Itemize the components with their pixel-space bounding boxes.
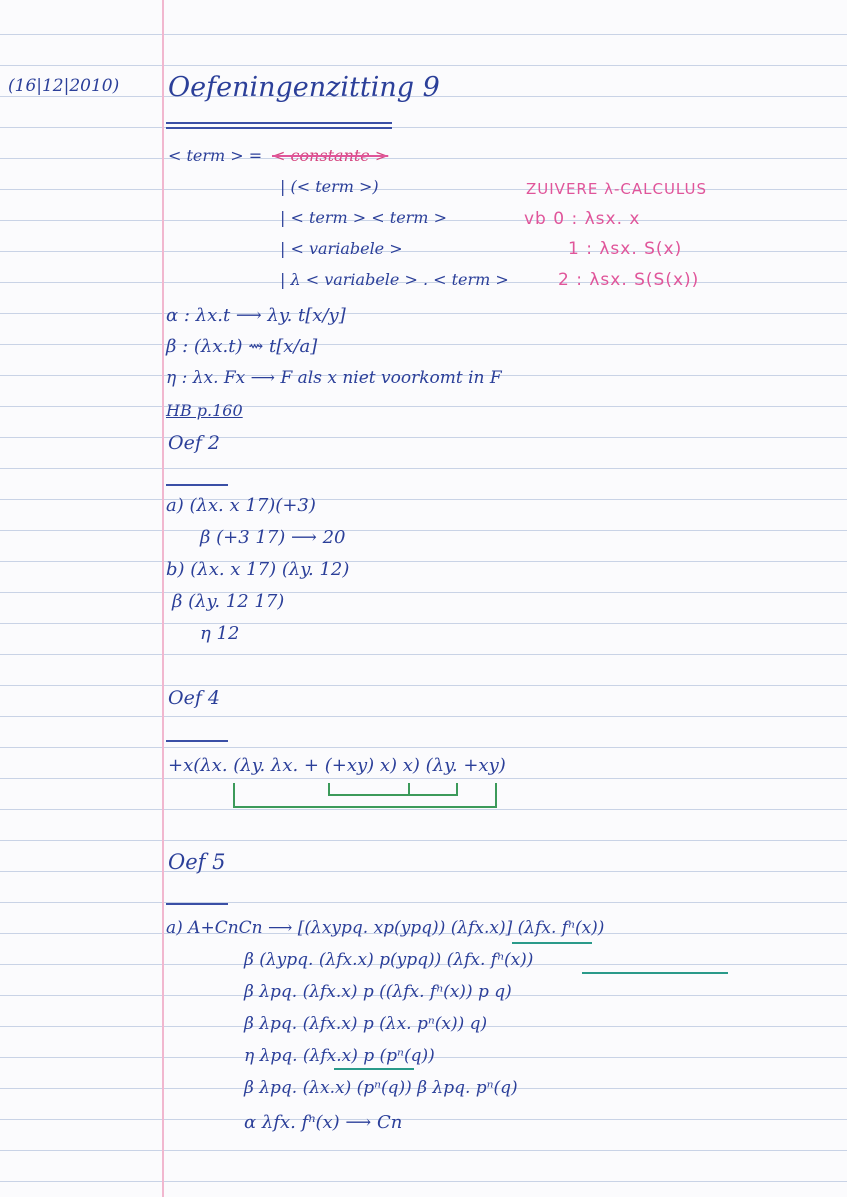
grammar-lhs: < term > = bbox=[168, 146, 263, 165]
oef5-underline-3 bbox=[334, 1068, 414, 1070]
grammar-struck-constant: < constante > bbox=[272, 146, 389, 165]
binding-bracket-outer bbox=[233, 806, 497, 808]
alpha-reduction: α : λx.t ⟶ λy. t[x/y] bbox=[166, 305, 346, 326]
church-numeral-1: 1 : λsx. S(x) bbox=[568, 239, 683, 259]
oef2-rule bbox=[166, 484, 228, 486]
oef5-underline-2 bbox=[582, 972, 728, 974]
oef5-underline-1 bbox=[512, 942, 592, 944]
oef5-line-2: β (λypq. (λfx.x) p(ypq)) (λfx. fⁿ(x)) bbox=[244, 950, 534, 970]
margin-line bbox=[162, 0, 164, 1197]
oef5-line-1: a) A+CnCn ⟶ [(λxypq. xp(ypq)) (λfx.x)] (λfx. fⁿ(x)) bbox=[166, 918, 605, 938]
binding-tick-1 bbox=[233, 783, 235, 807]
grammar-rule-2: | < term > < term > bbox=[280, 208, 447, 227]
oef5-heading: Oef 5 bbox=[168, 850, 226, 874]
title-underline-1 bbox=[166, 122, 392, 124]
beta-reduction: β : (λx.t) ⇝ t[x/a] bbox=[166, 336, 318, 357]
oef2-line-b-beta: β (λy. 12 17) bbox=[172, 591, 285, 612]
grammar-rule-1: | (< term >) bbox=[280, 177, 379, 196]
oef5-rule bbox=[166, 903, 228, 905]
pure-calculus-heading: ZUIVERE λ-CALCULUS bbox=[526, 180, 708, 198]
oef5-line-6: β λpq. (λx.x) (pⁿ(q)) β λpq. pⁿ(q) bbox=[244, 1078, 518, 1098]
page-title: Oefeningenzitting 9 bbox=[168, 72, 440, 103]
oef4-expression: +x(λx. (λy. λx. + (+xy) x) x) (λy. +xy) bbox=[168, 755, 506, 776]
date: (16|12|2010) bbox=[8, 76, 120, 96]
church-numeral-2: 2 : λsx. S(S(x)) bbox=[558, 270, 700, 290]
oef2-line-b-eta: η 12 bbox=[200, 623, 240, 644]
grammar-rule-4: | λ < variabele > . < term > bbox=[280, 270, 509, 289]
oef5-line-4: β λpq. (λfx.x) p (λx. pⁿ(x)) q) bbox=[244, 1014, 488, 1034]
oef4-heading: Oef 4 bbox=[168, 687, 220, 709]
oef2-line-b: b) (λx. x 17) (λy. 12) bbox=[166, 559, 350, 580]
binding-tick-4 bbox=[408, 783, 410, 795]
binding-tick-5 bbox=[456, 783, 458, 795]
binding-bracket-inner bbox=[328, 794, 458, 796]
oef2-line-a-beta: β (+3 17) ⟶ 20 bbox=[200, 527, 346, 548]
title-underline-2 bbox=[166, 127, 392, 129]
oef4-rule bbox=[166, 740, 228, 742]
oef5-line-7: α λfx. fⁿ(x) ⟶ Cn bbox=[244, 1112, 403, 1133]
oef2-heading: Oef 2 bbox=[168, 432, 220, 454]
eta-reduction: η : λx. Fx ⟶ F als x niet voorkomt in F bbox=[166, 368, 502, 388]
book-reference: HB p.160 bbox=[166, 401, 243, 420]
binding-tick-2 bbox=[495, 783, 497, 807]
grammar-rule-3: | < variabele > bbox=[280, 239, 403, 258]
oef5-line-5: η λpq. (λfx.x) p (pⁿ(q)) bbox=[244, 1046, 435, 1066]
church-numeral-0: vb 0 : λsx. x bbox=[524, 209, 641, 229]
oef5-line-3: β λpq. (λfx.x) p ((λfx. fⁿ(x)) p q) bbox=[244, 982, 512, 1002]
oef2-line-a: a) (λx. x 17)(+3) bbox=[166, 495, 316, 516]
